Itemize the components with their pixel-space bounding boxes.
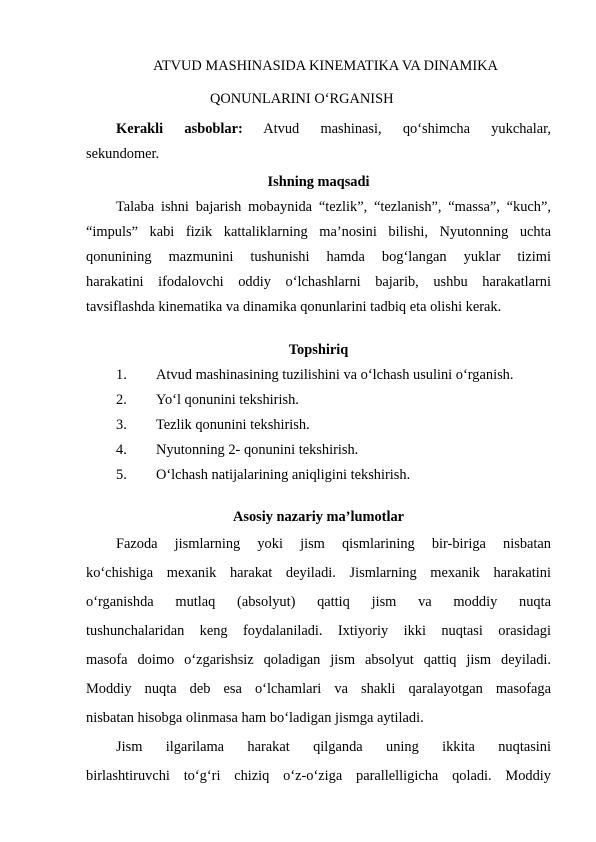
task-text: Atvud mashinasining tuzilishini va o‘lchash usulini o‘rganish. — [156, 367, 514, 383]
goal-line: “impuls” kabi fizik kattaliklarning ma’nosini bilishi, Nyutonning uchta — [86, 224, 551, 240]
task-section — [86, 338, 551, 488]
title-line-1: ATVUD MASHINASIDA KINEMATIKA VA DINAMIKA — [153, 58, 498, 74]
goal-line: Talaba ishni bajarish mobaynida “tezlik”, “tezlanish”, “massa”, “kuch”, — [116, 199, 551, 215]
task-item — [86, 363, 551, 388]
task-text: Yo‘l qonunini tekshirish. — [156, 392, 299, 408]
tools-paragraph — [86, 117, 551, 167]
theory-heading: Asosiy nazariy ma’lumotlar — [232, 509, 405, 525]
goal-line: harakatini ifodalovchi oddiy o‘lchashlarni bajarib, ushbu harakatlarni — [86, 274, 551, 290]
task-text: Nyutonning 2- qonunini tekshirish. — [156, 442, 359, 458]
theory-line: birlashtiruvchi to‘g‘ri chiziq o‘z-o‘ziga parallelligicha qoladi. Moddiy — [86, 768, 551, 784]
task-number: 1. — [116, 367, 127, 383]
task-item — [86, 413, 551, 438]
task-text: O‘lchash natijalarining aniqligini tekshirish. — [156, 467, 411, 483]
task-item — [86, 438, 551, 463]
task-number: 2. — [116, 392, 127, 408]
task-item — [86, 388, 551, 413]
task-heading: Topshiriq — [288, 342, 349, 358]
goal-section — [86, 170, 551, 320]
theory-section — [86, 505, 551, 791]
goal-line: qonunining mazmunini tushunishi hamda bog‘langan yuklar tizimi — [86, 249, 551, 265]
task-item — [86, 463, 551, 488]
tools-text: Atvud mashinasi, qo‘shimcha yukchalar, — [263, 121, 551, 137]
theory-line: Fazoda jismlarning yoki jism qismlarining bir-biriga nisbatan — [116, 536, 551, 552]
task-text: Tezlik qonunini tekshirish. — [156, 417, 310, 433]
theory-line: o‘rganishda mutlaq (absolyut) qattiq jism va moddiy nuqta — [86, 594, 551, 610]
tools-line-1 — [86, 117, 551, 142]
task-number: 5. — [116, 467, 127, 483]
tools-line-2: sekundomer. — [86, 146, 160, 162]
goal-heading: Ishning maqsadi — [267, 174, 370, 190]
theory-line: Moddiy nuqta deb esa o‘lchamlari va shakli qaralayotgan masofaga — [86, 681, 551, 697]
tools-label: Kerakli asboblar: — [116, 121, 243, 137]
title-line-2: QONUNLARINI O‘RGANISH — [210, 91, 394, 107]
theory-line: masofa doimo o‘zgarishsiz qoladigan jism absolyut qattiq jism deyiladi. — [86, 652, 551, 668]
theory-line: ko‘chishiga mexanik harakat deyiladi. Jismlarning mexanik harakatini — [86, 565, 551, 581]
theory-line: tushunchalaridan keng foydalaniladi. Ixtiyoriy ikki nuqtasi orasidagi — [86, 623, 551, 639]
theory-line: nisbatan hisobga olinmasa ham bo‘ladigan jismga aytiladi. — [86, 710, 424, 726]
theory-line: Jism ilgarilama harakat qilganda uning ikkita nuqtasini — [116, 739, 551, 755]
task-number: 4. — [116, 442, 127, 458]
goal-line: tavsiflashda kinematika va dinamika qonunlarini tadbiq eta olishi kerak. — [86, 299, 502, 315]
task-number: 3. — [116, 417, 127, 433]
